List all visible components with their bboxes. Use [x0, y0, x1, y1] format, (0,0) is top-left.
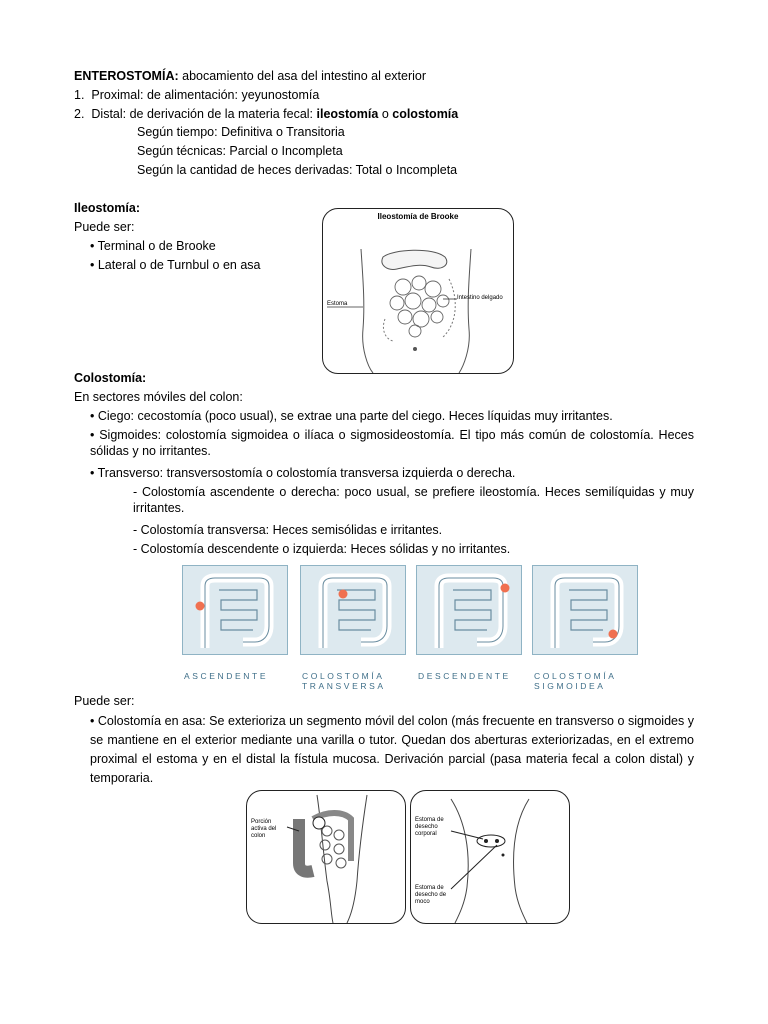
stoma-marker	[339, 590, 348, 599]
asa-puede: Puede ser:	[74, 694, 135, 708]
stoma-marker	[196, 602, 205, 611]
colostomia-intro: En sectores móviles del colon:	[74, 390, 243, 404]
loop-colostomy-figure-left	[246, 790, 406, 924]
label-estoma: Estoma	[327, 301, 348, 307]
bullet-ciego: • Ciego: cecostomía (poco usual), se extrae una parte del ciego. Heces líquidas muy irritantes.	[90, 409, 613, 423]
list-item-distal: 2. Distal: de derivación de la materia fecal: ileostomía o colostomía	[74, 107, 459, 121]
label-estoma-moco: Estoma de desecho de moco	[415, 885, 447, 905]
ileostomy-figure	[322, 208, 514, 374]
label-transversa: COLOSTOMÍA TRANSVERSA	[302, 671, 386, 691]
bullet-terminal: • Terminal o de Brooke	[90, 239, 216, 253]
colon-illustration	[533, 566, 637, 654]
loop-colostomy-figure-right	[410, 790, 570, 924]
list-item-proximal: 1. Proximal: de alimentación: yeyunostomía	[74, 88, 320, 102]
enterostomia-heading: ENTEROSTOMÍA: abocamiento del asa del intestino al exterior	[74, 69, 427, 83]
label-sigmoidea: COLOSTOMÍA SIGMOIDEA	[534, 671, 617, 691]
dash-ascendente: - Colostomía ascendente o derecha: poco usual, se prefiere ileostomía. Heces semilíquidas y muy irritantes.	[133, 485, 694, 515]
dash-descendente: - Colostomía descendente o izquierda: Heces sólidas y no irritantes.	[133, 542, 511, 556]
bullet-colostomia-asa: • Colostomía en asa: Se exterioriza un segmento móvil del colon (más frecuente en transverso o sigmoides y se mantiene en el exterior mediante una varilla o tutor. Quedan dos aberturas exteriorizadas, en el extremo proximal el estoma y en el distal la fístula mucosa. Derivación parcial (pasa materia fecal a colon distal) y temporaria.	[90, 714, 694, 785]
colon-figure-transversa	[300, 565, 406, 655]
bullet-lateral: • Lateral o de Turnbul o en asa	[90, 258, 261, 272]
sub-item-tecnicas: Según técnicas: Parcial o Incompleta	[137, 144, 343, 158]
stoma-marker	[609, 630, 618, 639]
colon-illustration	[183, 566, 287, 654]
sub-item-cantidad: Según la cantidad de heces derivadas: Total o Incompleta	[137, 163, 458, 177]
dash-transversa: - Colostomía transversa: Heces semisólidas e irritantes.	[133, 523, 443, 537]
colon-figure-ascendente	[182, 565, 288, 655]
ileostomia-puede: Puede ser:	[74, 220, 135, 234]
bullet-transverso: • Transverso: transversostomía o colostomía transversa izquierda o derecha.	[90, 466, 516, 480]
stoma-marker	[501, 584, 510, 593]
colon-figure-descendente	[416, 565, 522, 655]
bullet-sigmoides: • Sigmoides: colostomía sigmoidea o ilíaca o sigmosideostomía. El tipo más común de colostomía. Heces sólidas y no irritantes.	[90, 428, 694, 458]
label-estoma-corporal: Estoma de desecho corporal	[415, 817, 444, 837]
torso-illustration	[323, 209, 513, 373]
label-ascendente: ASCENDENTE	[184, 671, 269, 681]
colon-illustration	[301, 566, 405, 654]
figure-title: Ileostomía de Brooke	[377, 212, 459, 221]
colon-loop-illustration	[247, 791, 405, 923]
sub-item-tiempo: Según tiempo: Definitiva o Transitoria	[137, 125, 345, 139]
colostomia-heading: Colostomía:	[74, 371, 147, 385]
label-descendente: DESCENDENTE	[418, 671, 511, 681]
label-porcion-activa: Porción activa del colon	[251, 819, 277, 839]
label-intestino: Intestino delgado	[457, 295, 503, 301]
colon-illustration	[417, 566, 521, 654]
ileostomia-heading: Ileostomía:	[74, 201, 140, 215]
colon-figure-sigmoidea	[532, 565, 638, 655]
